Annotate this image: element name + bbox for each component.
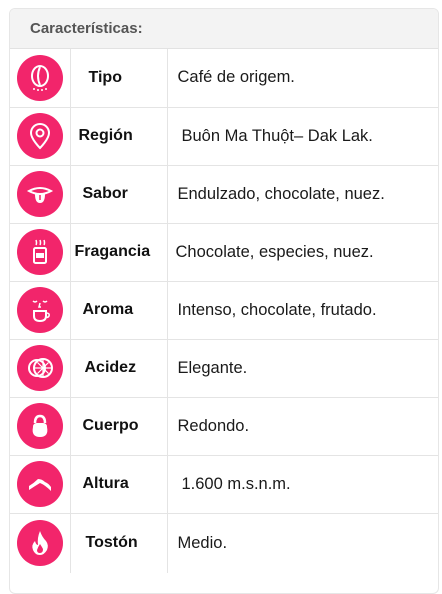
row-label: Fragancia [74, 243, 151, 260]
row-label: Acidez [84, 359, 137, 376]
table-row [10, 513, 438, 573]
row-label: Aroma [82, 301, 134, 318]
panel-title: Características: [30, 20, 143, 37]
aroma-cup-icon [17, 287, 63, 333]
panel-header [10, 9, 438, 49]
table-row [10, 165, 438, 223]
kettlebell-icon [17, 403, 63, 449]
row-label: Tipo [88, 68, 122, 86]
characteristics-panel [9, 8, 439, 594]
table-row [10, 397, 438, 455]
table-row [10, 49, 438, 107]
row-value: Redondo. [177, 416, 250, 435]
row-value: Intenso, chocolate, frutado. [177, 300, 377, 319]
coffee-bean-icon [17, 55, 63, 101]
fragrance-jar-icon [17, 229, 63, 275]
row-label: Tostón [85, 534, 138, 552]
row-value: Buôn Ma Thuột– Dak Lak. [181, 126, 373, 145]
mountain-icon [17, 461, 63, 507]
table-row [10, 281, 438, 339]
table-row [10, 107, 438, 165]
row-value: Chocolate, especies, nuez. [175, 242, 374, 261]
flame-icon [17, 520, 63, 566]
row-value: Café de origem. [177, 68, 295, 87]
table-row [10, 223, 438, 281]
row-label: Altura [82, 475, 129, 492]
location-pin-icon [17, 113, 63, 159]
table-row [10, 455, 438, 513]
citrus-icon [17, 345, 63, 391]
row-value: Endulzado, chocolate, nuez. [177, 184, 385, 203]
row-value: Medio. [177, 533, 228, 552]
tongue-taste-icon [17, 171, 63, 217]
row-label: Región [78, 127, 133, 144]
row-label: Sabor [82, 185, 128, 202]
row-label: Cuerpo [82, 417, 139, 434]
row-value: Elegante. [177, 358, 248, 377]
row-value: 1.600 m.s.n.m. [181, 474, 291, 493]
characteristics-table [10, 49, 438, 573]
table-row [10, 339, 438, 397]
